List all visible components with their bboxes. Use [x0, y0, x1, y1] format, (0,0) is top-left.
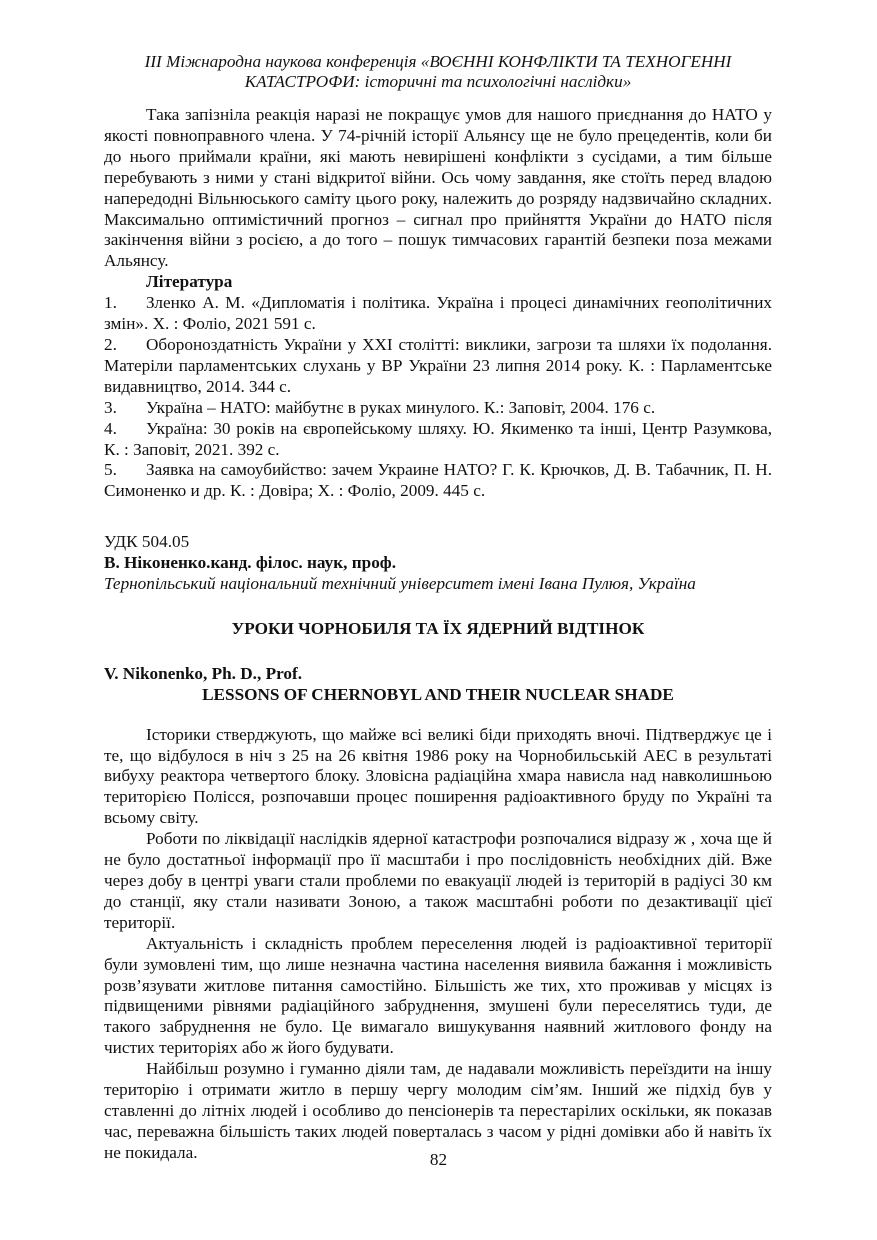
article-paragraph: Актуальність і складність проблем переселення людей із радіоактивної території були зумовлені тим, що лише незначна частина населення виявила бажання і можливість розв’язувати житлове питання самостійно. Більшість же тих, хто проживав у місцях із підвищеними рівнями радіаційного забруднення, змушені були переселятись туди, де такого забруднення не було. Це вимагало вишукування наявний житлового фонду на чистих територіях або ж його будувати.	[104, 933, 772, 1058]
literature-item-number: 2.	[104, 334, 117, 354]
article-body	[104, 725, 772, 1164]
intro-section	[104, 105, 772, 272]
literature-item	[104, 335, 772, 398]
literature-item-number: 5.	[104, 460, 117, 480]
running-header-line-2: КАТАСТРОФИ: історичні та психологічні наслідки»	[244, 72, 632, 91]
article-paragraph: Історики стверджують, що майже всі великі біди приходять вночі. Підтверджує це і те, що відбулося в ніч з 25 на 26 квітня 1986 року на Чорнобильській АЕС в результаті вибуху реактора четвертого блоку. Зловісна радіаційна хмара нависла над навколишньою територією Полісся, розпочавши процес поширення радіоактивного бруду по Україні та всьому світу.	[104, 724, 772, 828]
author-ua: В. Ніконенко.канд. філос. наук, проф.	[104, 553, 396, 573]
literature-item-text: Україна – НАТО: майбутнє в руках минулого. К.: Заповіт, 2004. 176 с.	[146, 397, 656, 417]
author-en: V. Nikonenko, Ph. D., Prof.	[104, 663, 303, 683]
author-affiliation: Тернопільський національний технічний університет імені Івана Пулюя, Україна	[104, 574, 696, 594]
literature-list	[104, 293, 772, 502]
page-number: 82	[429, 1150, 448, 1169]
running-header-line-1: ІІІ Міжнародна наукова конференція «ВОЄННІ КОНФЛІКТИ ТА ТЕХНОГЕННІ	[144, 52, 732, 71]
literature-item	[104, 293, 772, 335]
literature-item-text: Україна: 30 років на європейському шляху. Ю. Якименко та інші, Центр Разумкова, К. : Заповіт, 2021. 392 с.	[104, 418, 772, 459]
running-header	[104, 52, 772, 92]
literature-item-text: Заявка на самоубийство: зачем Украине НАТО? Г. К. Крючков, Д. В. Табачник, П. Н. Симоненко и др. К. : Довіра; Х. : Фоліо, 2009. 445 с.	[104, 460, 772, 501]
literature-heading: Література	[146, 272, 233, 292]
udk-code: УДК 504.05	[104, 532, 190, 552]
literature-item-number: 1.	[104, 293, 117, 313]
literature-item-text: Зленко А. М. «Дипломатія і політика. Україна і процесі динамічних геополітичних змін». Х. : Фоліо, 2021 591 с.	[104, 293, 772, 334]
literature-item	[104, 460, 772, 502]
article-paragraph: Роботи по ліквідації наслідків ядерної катастрофи розпочалися відразу ж , хоча ще й не було достатньої інформації про її масштаби і про послідовність необхідних дій. Вже через добу в центрі уваги стали проблеми по евакуації людей із територій в радіусі 30 км до станції, яку стали називати Зоною, а також масштабні роботи по дезактивації цієї території.	[104, 829, 772, 932]
document-page	[104, 52, 772, 1164]
intro-paragraph: Така запізніла реакція наразі не покращує умов для нашого приєднання до НАТО у якості повноправного члена. У 74-річній історії Альянсу ще не було прецедентів, коли би до нього приймали країни, які мають невирішені конфлікти з сусідами, а тим більше перебувають з ними у стані відкритої війни. Ось чому завдання, яке стоїть перед владою напередодні Вільнюського саміту цього року, належить до розряду надзвичайно складних. Максимально оптимістичний прогноз – сигнал про прийняття України до НАТО після закінчення війни з росією, а до того – пошук тимчасових гарантій безпеки поза межами Альянсу.	[104, 105, 772, 271]
literature-item-number: 3.	[104, 397, 117, 417]
article-paragraph: Найбільш розумно і гуманно діяли там, де надавали можливість переїздити на іншу територію і отримати житло в першу чергу молодим сім’ям. Інший же підхід був у ставленні до літніх людей і особливо до пенсіонерів та перестарілих оскільки, як показав час, переважна більшість таких людей поверталась з часом у рідні домівки або й навіть їх не покидала.	[104, 1059, 772, 1162]
article-title-ua: УРОКИ ЧОРНОБИЛЯ ТА ЇХ ЯДЕРНИЙ ВІДТІНОК	[231, 618, 645, 638]
literature-item-number: 4.	[104, 418, 117, 438]
literature-item-text: Обороноздатність України у ХХІ столітті: виклики, загрози та шляхи їх подолання. Матеріли парламентських слухань у ВР України 23 липня 2014 року. К. : Парламентське видавництво, 2014. 344 с.	[104, 334, 772, 396]
literature-item	[104, 398, 772, 419]
literature-item	[104, 419, 772, 461]
article-title-en: LESSONS OF CHERNOBYL AND THEIR NUCLEAR SHADE	[202, 684, 674, 704]
